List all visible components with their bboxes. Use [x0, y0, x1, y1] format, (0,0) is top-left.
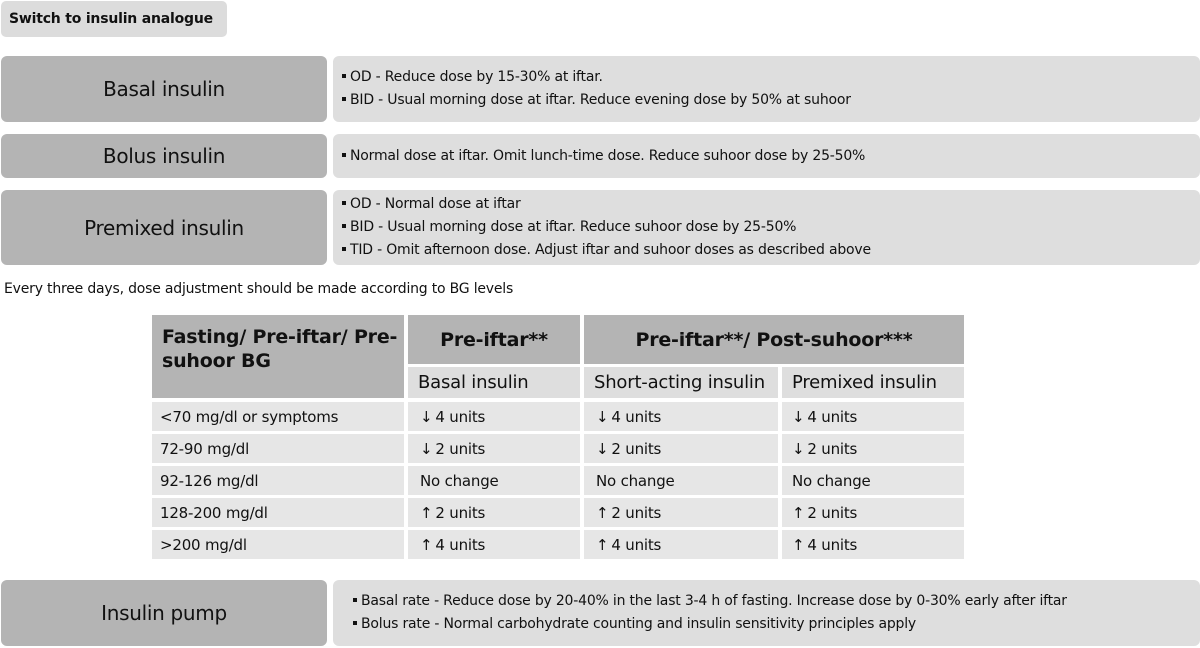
dose-change-cell [584, 402, 778, 431]
dose-change-cell [782, 498, 964, 527]
subheader-text: Basal insulin [418, 372, 529, 393]
bg-range-text: 128-200 mg/dl [160, 503, 268, 522]
arrow-down-icon: ↓ [792, 439, 805, 458]
bullet-icon [342, 153, 346, 157]
list-item-text: Normal dose at iftar. Omit lunch-time dose. Reduce suhoor dose by 25-50% [350, 147, 866, 164]
dose-change-text: 2 units [807, 503, 858, 522]
arrow-up-icon: ↑ [792, 503, 805, 522]
dose-change-cell [584, 466, 778, 495]
bolus-insulin-label-text: Bolus insulin [102, 144, 226, 168]
arrow-down-icon: ↓ [420, 439, 433, 458]
dose-change-text: 4 units [611, 535, 662, 554]
dose-change-text: 2 units [611, 503, 662, 522]
subheader-text: Premixed insulin [792, 372, 937, 393]
dose-change-cell [584, 434, 778, 463]
list-item [353, 613, 1200, 636]
list-item [342, 66, 1200, 89]
arrow-up-icon: ↑ [420, 535, 433, 554]
list-item [353, 590, 1200, 613]
list-item [342, 193, 1200, 216]
dose-change-cell [408, 466, 580, 495]
arrow-down-icon: ↓ [596, 407, 609, 426]
pre-iftar-header-text: Pre-iftar** [440, 328, 548, 351]
subheader-text: Short-acting insulin [594, 372, 765, 393]
dose-change-text: 4 units [807, 407, 858, 426]
arrow-down-icon: ↓ [596, 439, 609, 458]
bg-range-text: 92-126 mg/dl [160, 471, 259, 490]
arrow-up-icon: ↑ [596, 535, 609, 554]
pre-iftar-header [408, 315, 580, 364]
bg-range-cell [152, 434, 404, 463]
list-item-text: OD - Reduce dose by 15-30% at iftar. [350, 69, 603, 85]
arrow-down-icon: ↓ [792, 407, 805, 426]
dose-change-cell [408, 402, 580, 431]
dose-change-text: 2 units [435, 503, 486, 522]
premixed-insulin-label [1, 190, 327, 265]
dose-change-text: 2 units [611, 439, 662, 458]
bg-range-cell [152, 402, 404, 431]
section-title: Switch to insulin analogue [1, 1, 227, 37]
bg-range-text: 72-90 mg/dl [160, 439, 250, 458]
bg-range-cell [152, 466, 404, 495]
dose-change-text: 4 units [435, 407, 486, 426]
dose-change-text: No change [596, 471, 675, 490]
bolus-insulin-description [333, 134, 1200, 178]
bg-range-cell [152, 498, 404, 527]
list-item [342, 89, 1200, 112]
dose-change-text: 4 units [807, 535, 858, 554]
basal-insulin-label-text: Basal insulin [103, 77, 225, 101]
bullet-icon [342, 97, 346, 101]
dose-change-cell [782, 402, 964, 431]
list-item-text: OD - Normal dose at iftar [350, 196, 521, 212]
dose-change-cell [782, 530, 964, 559]
bullet-icon [353, 598, 357, 602]
bg-range-cell [152, 530, 404, 559]
insulin-pump-description [333, 580, 1200, 646]
adjustment-note: Every three days, dose adjustment should be made according to BG levels [4, 281, 514, 297]
insulin-pump-label-text: Insulin pump [101, 601, 227, 625]
list-item [342, 145, 1200, 168]
dose-change-text: No change [420, 471, 499, 490]
list-item-text: Bolus rate - Normal carbohydrate counting and insulin sensitivity principles apply [361, 616, 917, 632]
dose-change-text: 4 units [435, 535, 486, 554]
list-item-text: Basal rate - Reduce dose by 20-40% in the last 3-4 h of fasting. Increase dose by 0-30% early after iftar [361, 593, 1067, 609]
bullet-icon [342, 74, 346, 78]
dose-change-cell [584, 498, 778, 527]
bullet-icon [342, 224, 346, 228]
bullet-icon [342, 247, 346, 251]
list-item-text: BID - Usual morning dose at iftar. Reduce evening dose by 50% at suhoor [350, 92, 851, 108]
bolus-insulin-label [1, 134, 327, 178]
arrow-up-icon: ↑ [792, 535, 805, 554]
list-item [342, 239, 1200, 262]
list-item-text: TID - Omit afternoon dose. Adjust iftar and suhoor doses as described above [350, 242, 871, 258]
dose-change-cell [408, 498, 580, 527]
insulin-pump-label [1, 580, 327, 646]
premixed-insulin-description [333, 190, 1200, 265]
arrow-up-icon: ↑ [596, 503, 609, 522]
dose-change-text: 2 units [435, 439, 486, 458]
bg-column-header-line: suhoor BG [162, 350, 271, 372]
dose-change-text: 2 units [807, 439, 858, 458]
basal-insulin-description [333, 56, 1200, 122]
subheader-premixed-insulin [782, 367, 964, 398]
bg-column-header-line: Fasting/ Pre-iftar/ Pre- [162, 326, 398, 348]
bg-range-text: <70 mg/dl or symptoms [160, 407, 339, 426]
dose-change-cell [408, 530, 580, 559]
dose-change-cell [782, 434, 964, 463]
list-item [342, 216, 1200, 239]
dose-change-cell [408, 434, 580, 463]
list-item-text: BID - Usual morning dose at iftar. Reduce suhoor dose by 25-50% [350, 219, 797, 235]
arrow-down-icon: ↓ [420, 407, 433, 426]
dose-change-cell [584, 530, 778, 559]
basal-insulin-label [1, 56, 327, 122]
pre-iftar-post-suhoor-header-text: Pre-iftar**/ Post-suhoor*** [635, 328, 913, 351]
bullet-icon [342, 201, 346, 205]
arrow-up-icon: ↑ [420, 503, 433, 522]
subheader-short-acting-insulin [584, 367, 778, 398]
dose-change-text: No change [792, 471, 871, 490]
subheader-basal-insulin [408, 367, 580, 398]
bg-range-text: >200 mg/dl [160, 535, 247, 554]
pre-iftar-post-suhoor-header [584, 315, 964, 364]
bg-column-header [152, 315, 404, 398]
dose-change-text: 4 units [611, 407, 662, 426]
bullet-icon [353, 621, 357, 625]
premixed-insulin-label-text: Premixed insulin [84, 215, 244, 240]
dose-change-cell [782, 466, 964, 495]
